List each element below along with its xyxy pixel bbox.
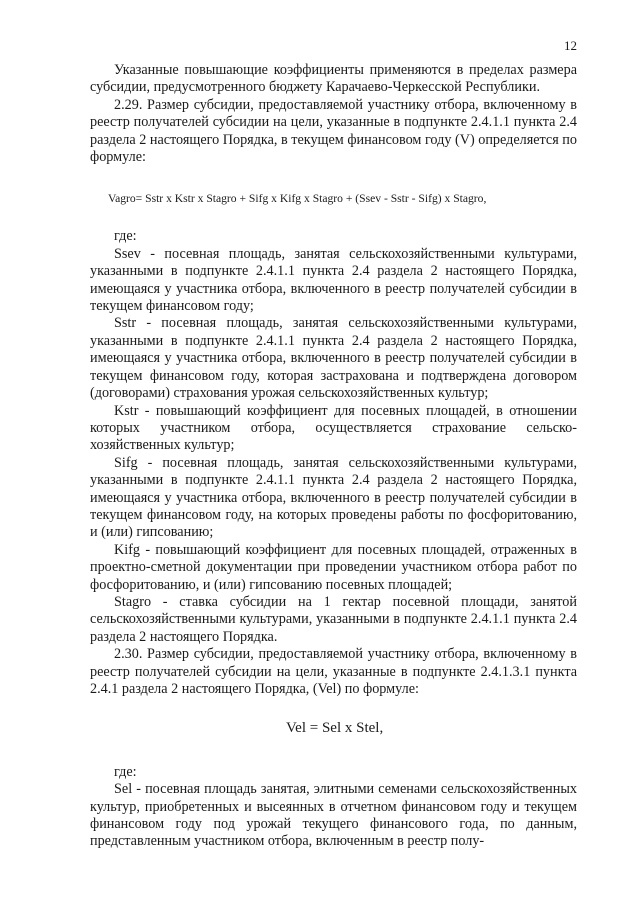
paragraph-2-29: 2.29. Размер субсидии, предоставляемой участнику отбора, включенному в реестр получателей субсидии на цели, указанные в подпункте 2.4.1.1 пункта 2.4 раздела 2 настоящего Порядка, в текущем финансовом году (V) определяется по формуле: xyxy=(90,96,577,166)
paragraph-2-30: 2.30. Размер субсидии, предоставляемой участнику отбора, включенному в реестр получателей субсидии на цели, указанные в подпункте 2.4.1.3.1 пункта 2.4.1 раздела 2 настоящего Порядка, (Vel) по формуле: xyxy=(90,646,577,697)
document-body xyxy=(90,62,577,851)
where-label-1: где: xyxy=(114,228,137,245)
definition-sifg: Sifg - посевная площадь, занятая сельскохозяйственными культурами, указанными в подпункте 2.4.1.1 пункта 2.4 раздела 2 настоящего Порядка, имеющаяся у участника отбора, включенного в реестр получателей субсидии в текущем финансовом году, на которых проведены работы по фосфоритованию, и (или) гипсованию; xyxy=(90,454,577,541)
definition-ssev: Ssev - посевная площадь, занятая сельскохозяйственными культурами, указанными в подпункте 2.4.1.1 пункта 2.4 раздела 2 настоящего Порядка, имеющаяся у участника отбора, включенного в реестр получателей субсидии в текущем финансовом году; xyxy=(90,245,577,315)
page-number: 12 xyxy=(564,38,577,53)
definition-kstr: Kstr - повышающий коэффициент для посевных площадей, в отношении которых участником отбора, осуществляется страхование сельскохозяйственных культур; xyxy=(90,402,577,454)
paragraph-coefficients-limit: Указанные повышающие коэффициенты применяются в пределах размера субсидии, предусмотренного бюджету Карачаево-Черкесской Республики. xyxy=(90,62,577,96)
definition-stagro: Stagro - ставка субсидии на 1 гектар посевной площади, занятой сельскохозяйственными культурами, указанными в подпункте 2.4.1.1 пункта 2.4 раздела 2 настоящего Порядка. xyxy=(90,593,577,645)
where-label-2: где: xyxy=(114,763,137,780)
definition-sstr: Sstr - посевная площадь, занятая сельскохозяйственными культурами, указанными в подпункте 2.4.1.1 пункта 2.4 раздела 2 настоящего Порядка, имеющаяся у участника отбора, включенного в реестр получателей субсидии в текущем финансовом году, которая застрахована и подтверждена договором (договорами) страхования урожая сельскохозяйственных культур; xyxy=(90,315,577,402)
formula-vel: Vel = Sel x Stel, xyxy=(286,720,384,737)
definition-kifg: Kifg - повышающий коэффициент для посевных площадей, отраженных в проектно-сметной документации при проведении участником отбора работ по фосфоритованию, и (или) гипсованию посевных площадей; xyxy=(90,541,577,593)
definition-sel: Sel - посевная площадь занятая, элитными семенами сельскохозяйственных культур, приобретенных и высеянных в отчетном финансовом году и текущем финансовом году под урожай текущего финансового года, по данным, представленным участником отбора, включенным в реестр полу- xyxy=(90,781,577,850)
formula-vagro: Vagro= Sstr x Kstr x Stagro + Sifg x Kifg x Stagro + (Ssev - Sstr - Sifg) x Stagro, xyxy=(108,192,487,206)
